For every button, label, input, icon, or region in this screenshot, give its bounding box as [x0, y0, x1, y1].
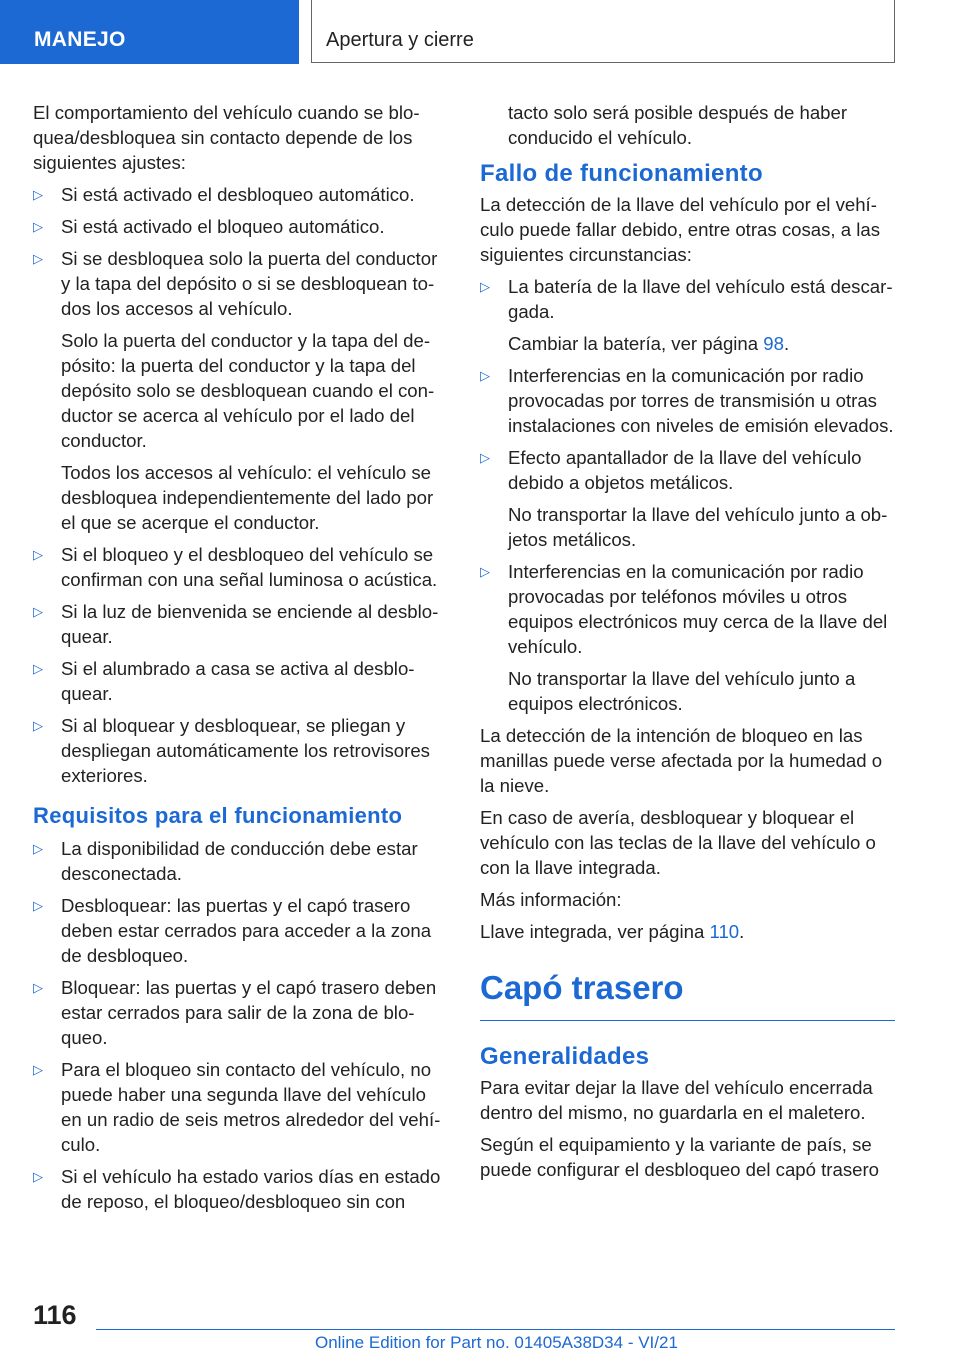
- list-item: ▷ Si la luz de bienvenida se enciende al desbloquear.: [33, 601, 439, 647]
- paragraph: Llave integrada, ver página 110.: [480, 921, 745, 942]
- paragraph: En caso de avería, desbloquear y bloquear el vehículo con las teclas de la llave del vehículo o con la llave integrada.: [480, 807, 876, 878]
- sub-paragraph: Solo la puerta del conductor y la tapa del depósito: la puerta del conductor y la tapa del depósito solo se desbloquean cuando el conductor se acerca al vehículo por el lado del conductor.: [61, 330, 435, 451]
- list-item: ▷ Interferencias en la comunicación por radio provocadas por torres de transmisión u otras instalaciones con niveles de emisión elevados.: [480, 365, 894, 436]
- chapter-header: [311, 0, 895, 63]
- list-item: ▷ Si se desbloquea solo la puerta del conductor y la tapa del depósito o si se desbloquean todos los accesos al vehículo.: [33, 248, 438, 319]
- continued-text: tacto solo será posible después de haber conducido el vehículo.: [508, 102, 848, 148]
- sub-paragraph: Todos los accesos al vehículo: el vehículo se desbloquea independientemente del lado por el que se acerque el conductor.: [61, 462, 434, 533]
- chapter-title: Apertura y cierre: [326, 29, 474, 51]
- triangle-bullet-icon: ▷: [480, 368, 490, 383]
- triangle-bullet-icon: ▷: [480, 564, 490, 579]
- list-item: ▷ Bloquear: las puertas y el capó trasero deben estar cerrados para salir de la zona de bloqueo.: [33, 977, 437, 1048]
- sub-paragraph: No transportar la llave del vehículo junto a equipos electrónicos.: [508, 668, 856, 714]
- triangle-bullet-icon: ▷: [33, 898, 43, 913]
- triangle-bullet-icon: ▷: [33, 604, 43, 619]
- left-column: [33, 100, 451, 1221]
- chapter-heading: Capó trasero: [480, 969, 684, 1006]
- triangle-bullet-icon: ▷: [33, 1169, 43, 1184]
- list-item: ▷ Si al bloquear y desbloquear, se pliegan y despliegan automáticamente los retrovisores exteriores.: [33, 715, 430, 786]
- triangle-bullet-icon: ▷: [33, 1062, 43, 1077]
- triangle-bullet-icon: ▷: [33, 661, 43, 676]
- intro-paragraph: La detección de la llave del vehículo por el vehículo puede fallar debido, entre otras cosas, a las siguientes circunstancias:: [480, 194, 881, 265]
- list-item: ▷ Si el vehículo ha estado varios días en estado de reposo, el bloqueo/desbloqueo sin con: [33, 1166, 441, 1212]
- triangle-bullet-icon: ▷: [33, 841, 43, 856]
- right-column: [480, 100, 895, 1189]
- triangle-bullet-icon: ▷: [33, 547, 43, 562]
- list-item: ▷ Para el bloqueo sin contacto del vehículo, no puede haber una segunda llave del vehículo en un radio de seis metros alrededor del vehículo.: [33, 1059, 441, 1155]
- heading-rule: [480, 1020, 895, 1021]
- triangle-bullet-icon: ▷: [33, 718, 43, 733]
- list-item: ▷ Interferencias en la comunicación por radio provocadas por teléfonos móviles u otros equipos electrónicos muy cerca de la llave del vehículo.: [480, 561, 888, 657]
- sub-paragraph: No transportar la llave del vehículo junto a objetos metálicos.: [508, 504, 888, 550]
- page-link[interactable]: 110: [709, 921, 740, 942]
- triangle-bullet-icon: ▷: [480, 279, 490, 294]
- sub-paragraph: Cambiar la batería, ver página 98.: [508, 333, 790, 354]
- edition-footer: Online Edition for Part no. 01405A38D34 - VI/21: [315, 1333, 678, 1352]
- triangle-bullet-icon: ▷: [33, 219, 43, 234]
- section-heading: Fallo de funcionamiento: [480, 160, 763, 187]
- list-item: ▷ Si está activado el bloqueo automático.: [33, 216, 385, 237]
- paragraph: Para evitar dejar la llave del vehículo encerrada dentro del mismo, no guardarla en el maletero.: [480, 1077, 873, 1123]
- section-label: MANEJO: [34, 28, 126, 51]
- list-item: ▷ Efecto apantallador de la llave del vehículo debido a objetos metálicos.: [480, 447, 862, 493]
- section-heading: Generalidades: [480, 1043, 650, 1070]
- page-link[interactable]: 98: [763, 333, 784, 354]
- section-heading: Requisitos para el funcionamiento: [33, 803, 403, 828]
- paragraph: Según el equipamiento y la variante de país, se puede configurar el desbloqueo del capó trasero: [480, 1134, 880, 1180]
- triangle-bullet-icon: ▷: [480, 450, 490, 465]
- list-item: ▷ Si está activado el desbloqueo automático.: [33, 184, 415, 205]
- list-item: ▷ Si el alumbrado a casa se activa al desbloquear.: [33, 658, 415, 704]
- list-item: ▷ La disponibilidad de conducción debe estar desconectada.: [33, 838, 418, 884]
- list-item: ▷ Si el bloqueo y el desbloqueo del vehículo se confirman con una señal luminosa o acústica.: [33, 544, 438, 590]
- triangle-bullet-icon: ▷: [33, 980, 43, 995]
- footer-divider: [96, 1329, 895, 1330]
- paragraph: Más información:: [480, 889, 622, 910]
- page-number: 116: [33, 1300, 77, 1330]
- list-item: ▷ Desbloquear: las puertas y el capó trasero deben estar cerrados para acceder a la zona de desbloqueo.: [33, 895, 432, 966]
- list-item: ▷ La batería de la llave del vehículo está descargada.: [480, 276, 893, 322]
- triangle-bullet-icon: ▷: [33, 251, 43, 266]
- triangle-bullet-icon: ▷: [33, 187, 43, 202]
- paragraph: La detección de la intención de bloqueo en las manillas puede verse afectada por la humedad o la nieve.: [480, 725, 883, 796]
- section-tab: [0, 0, 299, 64]
- intro-paragraph: El comportamiento del vehículo cuando se bloquea/desbloquea sin contacto depende de los siguientes ajustes:: [33, 102, 420, 173]
